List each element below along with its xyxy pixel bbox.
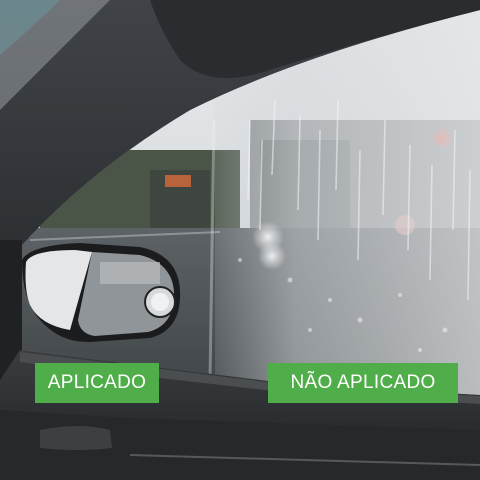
not-applied-label: NÃO APLICADO [268, 363, 458, 403]
applied-label: APLICADO [35, 363, 159, 403]
door-handle [40, 426, 112, 450]
